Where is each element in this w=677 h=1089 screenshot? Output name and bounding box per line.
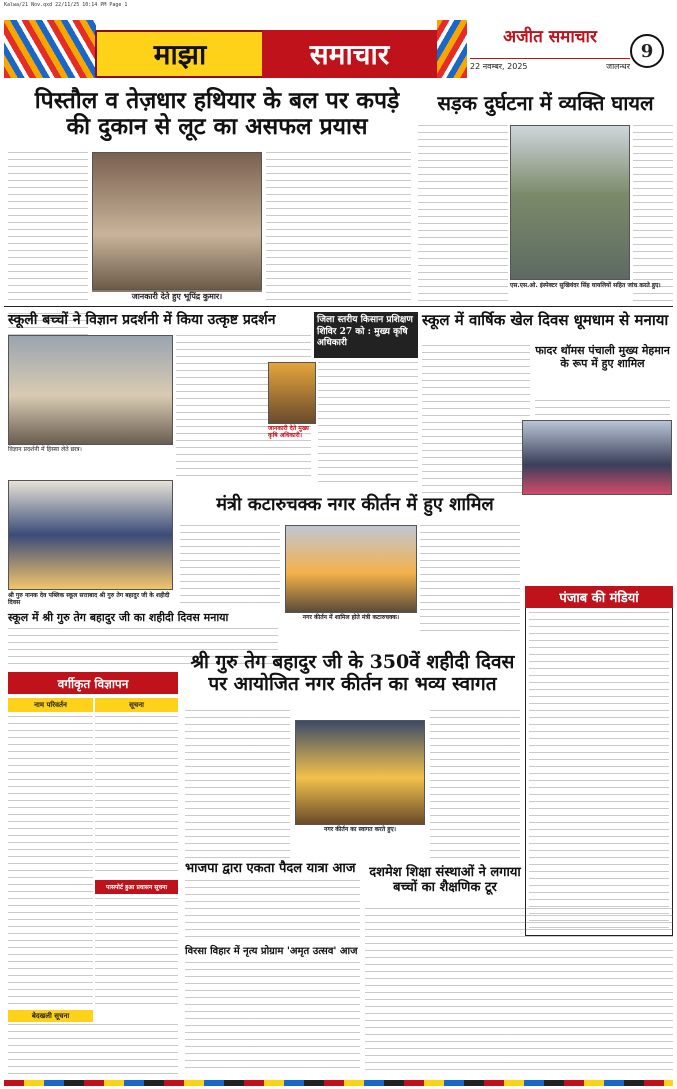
newspaper-title: अजीत समाचार bbox=[503, 27, 597, 47]
accident-headline: सड़क दुर्घटना में व्यक्ति घायल bbox=[437, 91, 654, 115]
dashmesh-body-text bbox=[365, 908, 673, 1073]
mandi-price-list bbox=[529, 612, 669, 932]
lead-headline: पिस्तौल व तेज़धार हथियार के बल पर कपड़े की दुकान से लूट का असफल प्रयास bbox=[34, 87, 400, 141]
masthead-dateline bbox=[470, 58, 630, 72]
masthead-samachar: समाचार bbox=[262, 30, 437, 78]
sports-body-text bbox=[422, 345, 530, 495]
print-slug: Kalwa/21 Nov.qxd 22/11/25 10:14 PM Page 1 bbox=[4, 2, 128, 8]
classified-title: वर्गीकृत विज्ञापन bbox=[8, 672, 178, 694]
kirtan-body-text-2 bbox=[420, 525, 520, 635]
lead-photo-shop bbox=[92, 152, 262, 290]
sports-headline: स्कूल में वार्षिक खेल दिवस धूमधाम से मनाया bbox=[422, 311, 669, 329]
classified-name-changes bbox=[8, 716, 93, 1006]
science-caption: विज्ञान प्रदर्शनी में हिस्सा लेते छात्र। bbox=[8, 446, 82, 453]
classified-passport-tab: पासपोर्ट हुआ प्रवासन सूचना bbox=[95, 880, 178, 894]
accident-caption: एस.एस.ओ. इंस्पेक्टर सुखिवंदर सिंह घायलियों सहित जांच करते हुए। bbox=[510, 282, 661, 289]
birla-body-text bbox=[185, 962, 360, 1072]
edition-date: 22 नवम्बर, 2025 bbox=[470, 62, 528, 71]
dashmesh-headline: दशमेश शिक्षा संस्थाओं ने लगाया बच्चों का शैक्षणिक टूर bbox=[369, 865, 521, 895]
accident-body-text bbox=[418, 125, 508, 305]
print-color-bar bbox=[4, 1080, 673, 1086]
farm-headline: जिला स्तरीय किसान प्रशिक्षण शिविर 27 को : मुख्य कृषि अधिकारी bbox=[314, 312, 418, 358]
main350-body-text-2 bbox=[430, 710, 520, 860]
farm-caption: जानकारी देते मुख्य कृषि अधिकारी। bbox=[268, 425, 309, 440]
classified-passport-notices bbox=[95, 898, 178, 1008]
classified-notices bbox=[95, 716, 178, 876]
farm-photo-officer bbox=[268, 362, 316, 424]
bjp-body-text bbox=[185, 880, 360, 940]
page-number: 9 bbox=[630, 34, 664, 68]
mandi-title: पंजाब की मंडियां bbox=[525, 586, 673, 608]
kirtan-headline: मंत्री कटारुचक्क नगर कीर्तन में हुए शामिल bbox=[216, 494, 494, 515]
lead-body-text-2 bbox=[266, 152, 411, 302]
accident-body-text-2 bbox=[633, 125, 673, 305]
kirtan-body-text bbox=[180, 525, 280, 605]
science-photo bbox=[8, 335, 173, 445]
classified-lost-notices bbox=[8, 1024, 178, 1079]
sports-photo bbox=[522, 420, 672, 495]
main350-body-text bbox=[185, 710, 290, 860]
edition-city: जालन्धर bbox=[606, 62, 630, 71]
lead-photo-caption: जानकारी देते हुए भूपिंद्र कुमार। bbox=[131, 292, 223, 301]
accident-photo bbox=[510, 125, 630, 280]
masthead-majha: माझा bbox=[95, 30, 265, 78]
main350-headline: श्री गुरु तेग बहादुर जी के 350वें शहीदी दिवस पर आयोजित नगर कीर्तन का भव्य स्वागत bbox=[190, 651, 515, 695]
main350-photo bbox=[295, 720, 425, 825]
masthead-decoration-left bbox=[4, 20, 96, 78]
sports-subheadline: फादर थॉमस पंचाली मुख्य मेहमान के रूप में हुए शामिल bbox=[535, 344, 670, 370]
birla-headline: विरसा विहार में नृत्य प्रोग्राम 'अमृत उत्सव' आज bbox=[185, 946, 358, 957]
science-headline: स्कूली बच्चों ने विज्ञान प्रदर्शनी में किया उत्कृष्ट प्रदर्शन bbox=[8, 312, 276, 328]
shaheedi-headline: स्कूल में श्री गुरु तेग बहादुर जी का शहीदी दिवस मनाया bbox=[8, 611, 229, 624]
masthead-decoration-right bbox=[437, 20, 467, 78]
bjp-headline: भाजपा द्वारा एकता पैदल यात्रा आज bbox=[185, 861, 356, 876]
classified-name-change-label: नाम परिवर्तन bbox=[8, 698, 93, 712]
farm-body-text bbox=[318, 362, 418, 482]
kirtan-photo bbox=[285, 525, 417, 613]
kirtan-caption: नगर कीर्तन में शामिल होते मंत्री कटारुचक्क। bbox=[302, 614, 400, 621]
kids-photo bbox=[8, 480, 173, 590]
kids-caption: श्री गुरु नानक देव पब्लिक स्कूल सत्ताबाद श्री गुरु तेग बहादुर जी के शहीदी दिवस bbox=[8, 592, 170, 607]
classified-lost-label: बेदखली सूचना bbox=[8, 1010, 93, 1022]
classified-notice-label: सूचना bbox=[95, 698, 178, 712]
main350-caption: नगर कीर्तन का स्वागत करते हुए। bbox=[324, 826, 396, 833]
